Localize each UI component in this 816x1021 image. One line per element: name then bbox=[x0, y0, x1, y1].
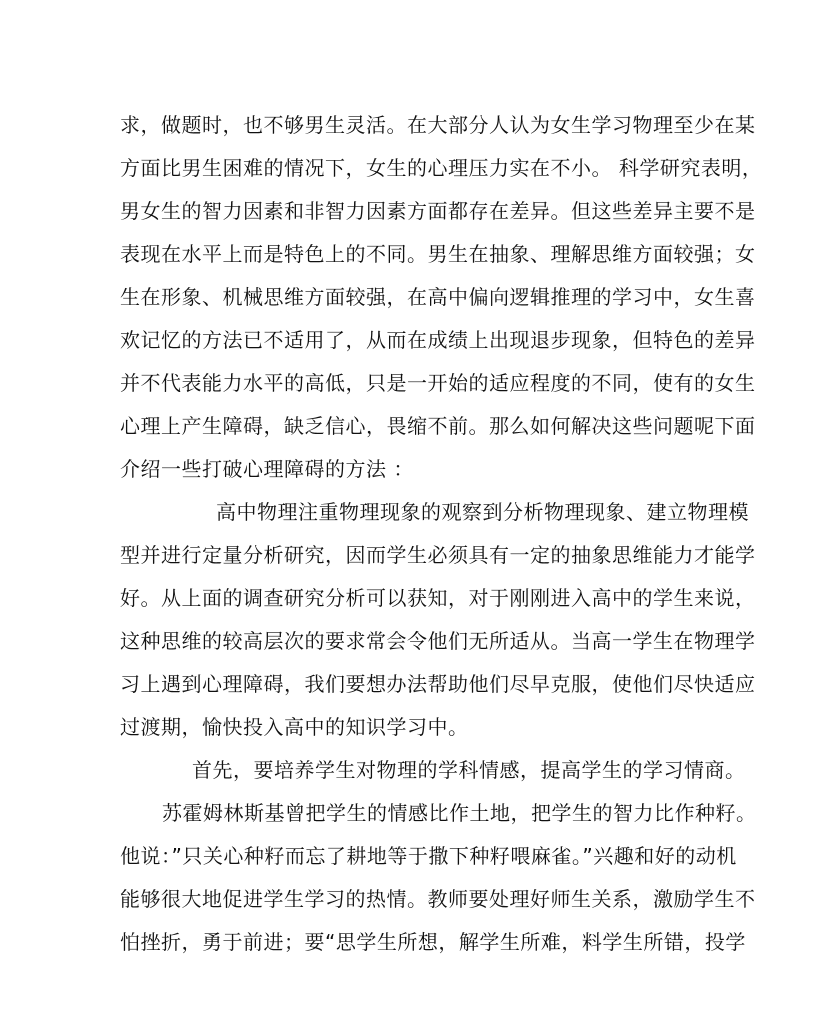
text-line: 表现在水平上而是特色上的不同。男生在抽象、理解思维方面较强；女 bbox=[120, 242, 756, 266]
text-line: 怕挫折，勇于前进；要“思学生所想，解学生所难，料学生所错，投学 bbox=[120, 930, 746, 954]
text-line: 他说：”只关心种籽而忘了耕地等于撒下种籽喂麻雀。”兴趣和好的动机 bbox=[120, 844, 737, 868]
text-line: 好。从上面的调查研究分析可以获知，对于刚刚进入高中的学生来说， bbox=[120, 586, 756, 610]
text-line: 并不代表能力水平的高低，只是一开始的适应程度的不同，使有的女生 bbox=[120, 371, 756, 395]
text-line: 型并进行定量分析研究，因而学生必须具有一定的抽象思维能力才能学 bbox=[120, 543, 756, 567]
text-line: 高中物理注重物理现象的观察到分析物理现象、建立物理模 bbox=[216, 500, 749, 524]
text-line: 首先，要培养学生对物理的学科情感，提高学生的学习情商。 bbox=[192, 758, 746, 782]
text-line: 男女生的智力因素和非智力因素方面都存在差异。但这些差异主要不是 bbox=[120, 199, 756, 223]
text-line: 心理上产生障碍，缺乏信心，畏缩不前。那么如何解决这些问题呢下面 bbox=[120, 414, 756, 438]
text-line: 过渡期，愉快投入高中的知识学习中。 bbox=[120, 715, 469, 739]
text-line: 能够很大地促进学生学习的热情。教师要处理好师生关系，激励学生不 bbox=[120, 887, 756, 911]
text-line: 生在形象、机械思维方面较强，在高中偏向逻辑推理的学习中，女生喜 bbox=[120, 285, 756, 309]
text-line: 方面比男生困难的情况下，女生的心理压力实在不小。 科学研究表明， bbox=[120, 156, 763, 180]
text-line: 欢记忆的方法已不适用了，从而在成绩上出现退步现象，但特色的差异 bbox=[120, 328, 756, 352]
text-line: 苏霍姆林斯基曾把学生的情感比作土地，把学生的智力比作种籽。 bbox=[162, 801, 757, 825]
text-line: 这种思维的较高层次的要求常会令他们无所适从。当高一学生在物理学 bbox=[120, 629, 756, 653]
text-line: 习上遇到心理障碍，我们要想办法帮助他们尽早克服，使他们尽快适应 bbox=[120, 672, 756, 696]
text-line: 求，做题时，也不够男生灵活。在大部分人认为女生学习物理至少在某 bbox=[120, 113, 756, 137]
text-line: 介绍一些打破心理障碍的方法 ： bbox=[120, 457, 414, 481]
